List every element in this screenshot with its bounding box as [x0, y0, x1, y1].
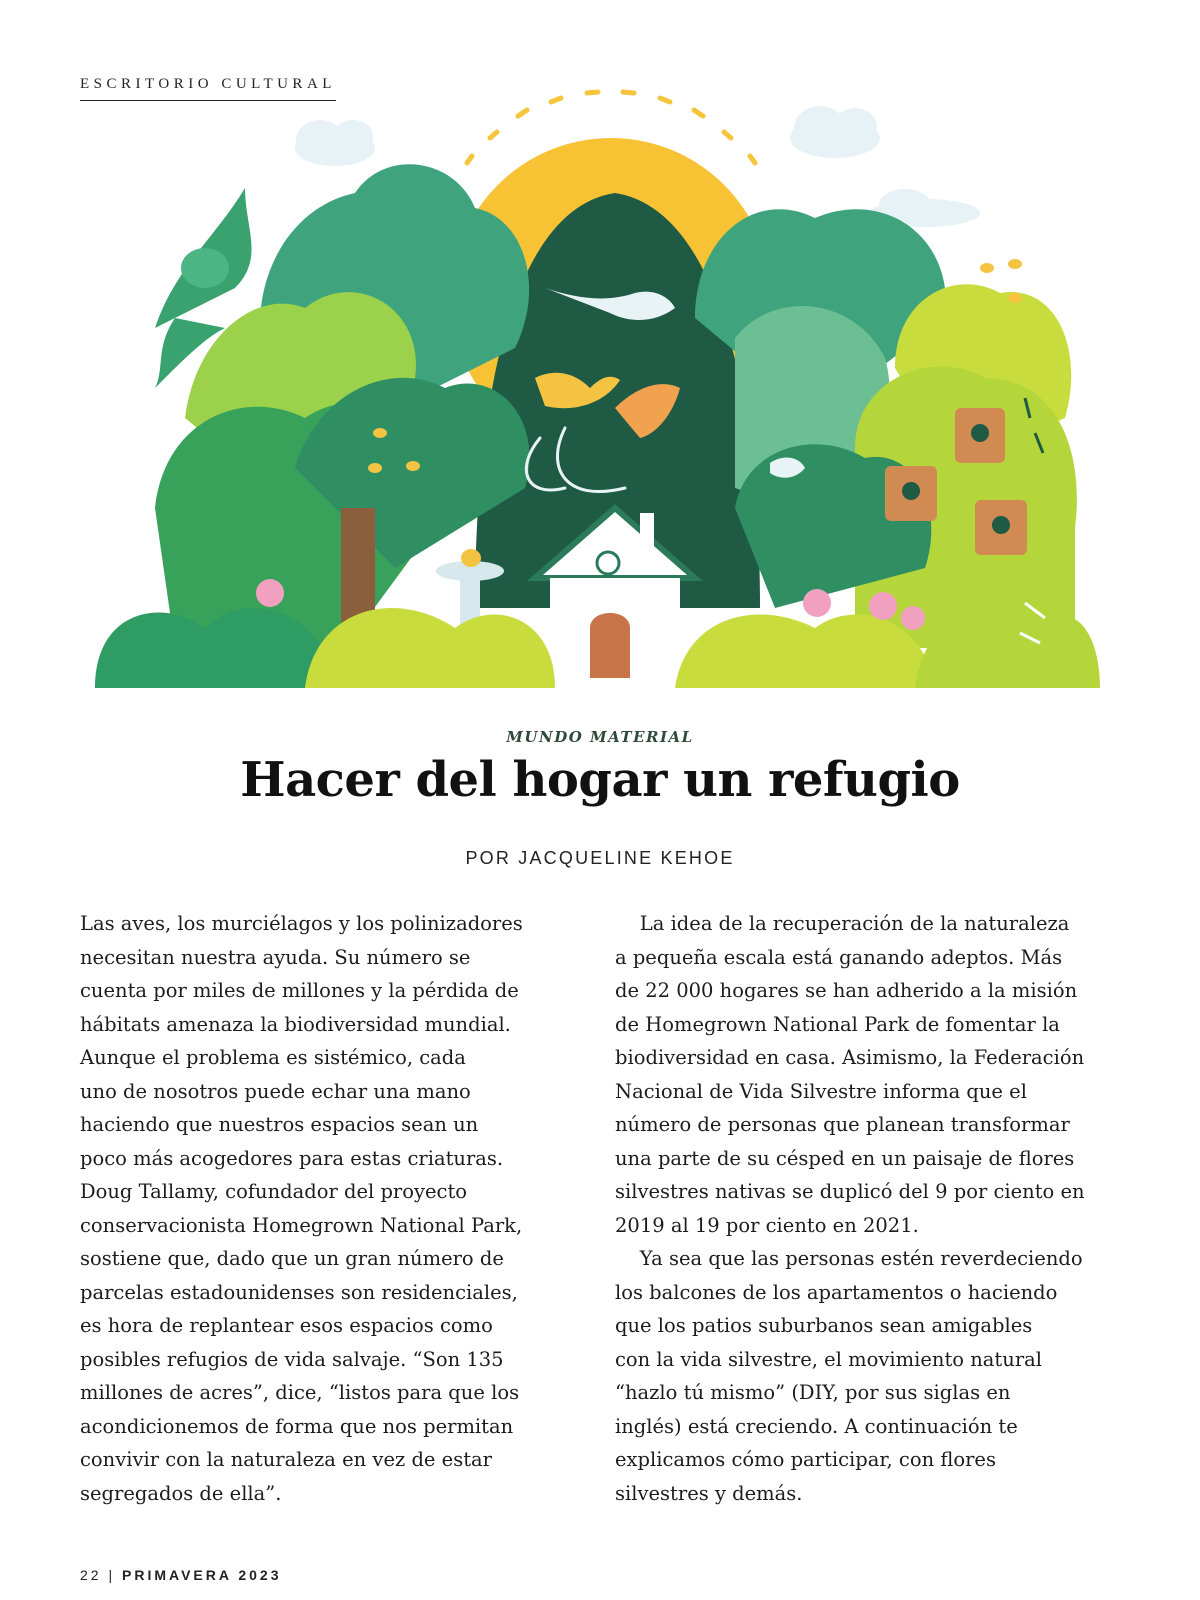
- body-line: “hazlo tú mismo” (DIY, por sus siglas en: [615, 1381, 1011, 1404]
- body-line: Doug Tallamy, cofundador del proyecto: [80, 1180, 468, 1203]
- body-line: La idea de la recuperación de la naturaleza: [615, 912, 1070, 935]
- page-footer: [80, 1567, 281, 1583]
- body-line: sostiene que, dado que un gran número de: [80, 1247, 504, 1270]
- body-line: de Homegrown National Park de fomentar la: [615, 1012, 1060, 1036]
- body-line: Las aves, los murciélagos y los polinizadores: [80, 912, 523, 935]
- article-byline: POR JACQUELINE KEHOE: [465, 848, 735, 868]
- body-line: convivir con la naturaleza en vez de estar: [80, 1448, 493, 1471]
- body-line: segregados de ella”.: [80, 1481, 282, 1505]
- section-label: ESCRITORIO CULTURAL: [80, 76, 336, 101]
- article-category: MUNDO MATERIAL: [506, 728, 694, 746]
- body-line: los balcones de los apartamentos o haciendo: [615, 1280, 1058, 1304]
- body-line: con la vida silvestre, el movimiento natural: [615, 1347, 1043, 1371]
- body-line: Nacional de Vida Silvestre informa que el: [615, 1079, 1027, 1103]
- body-line: que los patios suburbanos sean amigables: [615, 1314, 1033, 1337]
- wildlife-garden-illustration: [95, 88, 1100, 700]
- body-line: Aunque el problema es sistémico, cada: [80, 1046, 466, 1069]
- body-line: millones de acres”, dice, “listos para que los: [80, 1381, 520, 1404]
- body-line: una parte de su césped en un paisaje de flores: [615, 1146, 1075, 1170]
- left-column: [80, 907, 580, 1510]
- body-line: parcelas estadounidenses son residenciales,: [80, 1280, 518, 1304]
- body-line: necesitan nuestra ayuda. Su número se: [80, 945, 471, 969]
- body-line: explicamos cómo participar, con flores: [615, 1448, 996, 1471]
- body-line: silvestres nativas se duplicó del 9 por ciento en: [615, 1180, 1085, 1203]
- footer-separator: |: [108, 1567, 116, 1583]
- body-line: 2019 al 19 por ciento en 2021.: [615, 1213, 919, 1237]
- body-line: de 22 000 hogares se han adherido a la misión: [615, 979, 1078, 1002]
- right-column: [615, 907, 1130, 1510]
- body-line: biodiversidad en casa. Asimismo, la Federación: [615, 1046, 1085, 1069]
- page-number: 22: [80, 1567, 102, 1583]
- issue-label: PRIMAVERA 2023: [122, 1567, 282, 1583]
- body-line: conservacionista Homegrown National Park,: [80, 1213, 523, 1237]
- body-line: Ya sea que las personas estén reverdeciendo: [615, 1247, 1083, 1270]
- body-line: a pequeña escala está ganando adeptos. Más: [615, 945, 1063, 969]
- body-line: inglés) está creciendo. A continuación te: [615, 1414, 1018, 1438]
- article-title: Hacer del hogar un refugio: [240, 752, 960, 808]
- body-line: número de personas que planean transformar: [615, 1113, 1070, 1136]
- body-line: poco más acogedores para estas criaturas.: [80, 1146, 504, 1170]
- body-line: uno de nosotros puede echar una mano: [80, 1079, 471, 1103]
- body-line: silvestres y demás.: [615, 1481, 803, 1505]
- body-line: acondicionemos de forma que nos permitan: [80, 1414, 514, 1438]
- body-line: posibles refugios de vida salvaje. “Son 135: [80, 1347, 504, 1371]
- body-line: hábitats amenaza la biodiversidad mundial.: [80, 1012, 511, 1036]
- body-line: es hora de replantear esos espacios como: [80, 1314, 493, 1337]
- body-line: haciendo que nuestros espacios sean un: [80, 1113, 479, 1136]
- body-line: cuenta por miles de millones y la pérdida de: [80, 979, 519, 1002]
